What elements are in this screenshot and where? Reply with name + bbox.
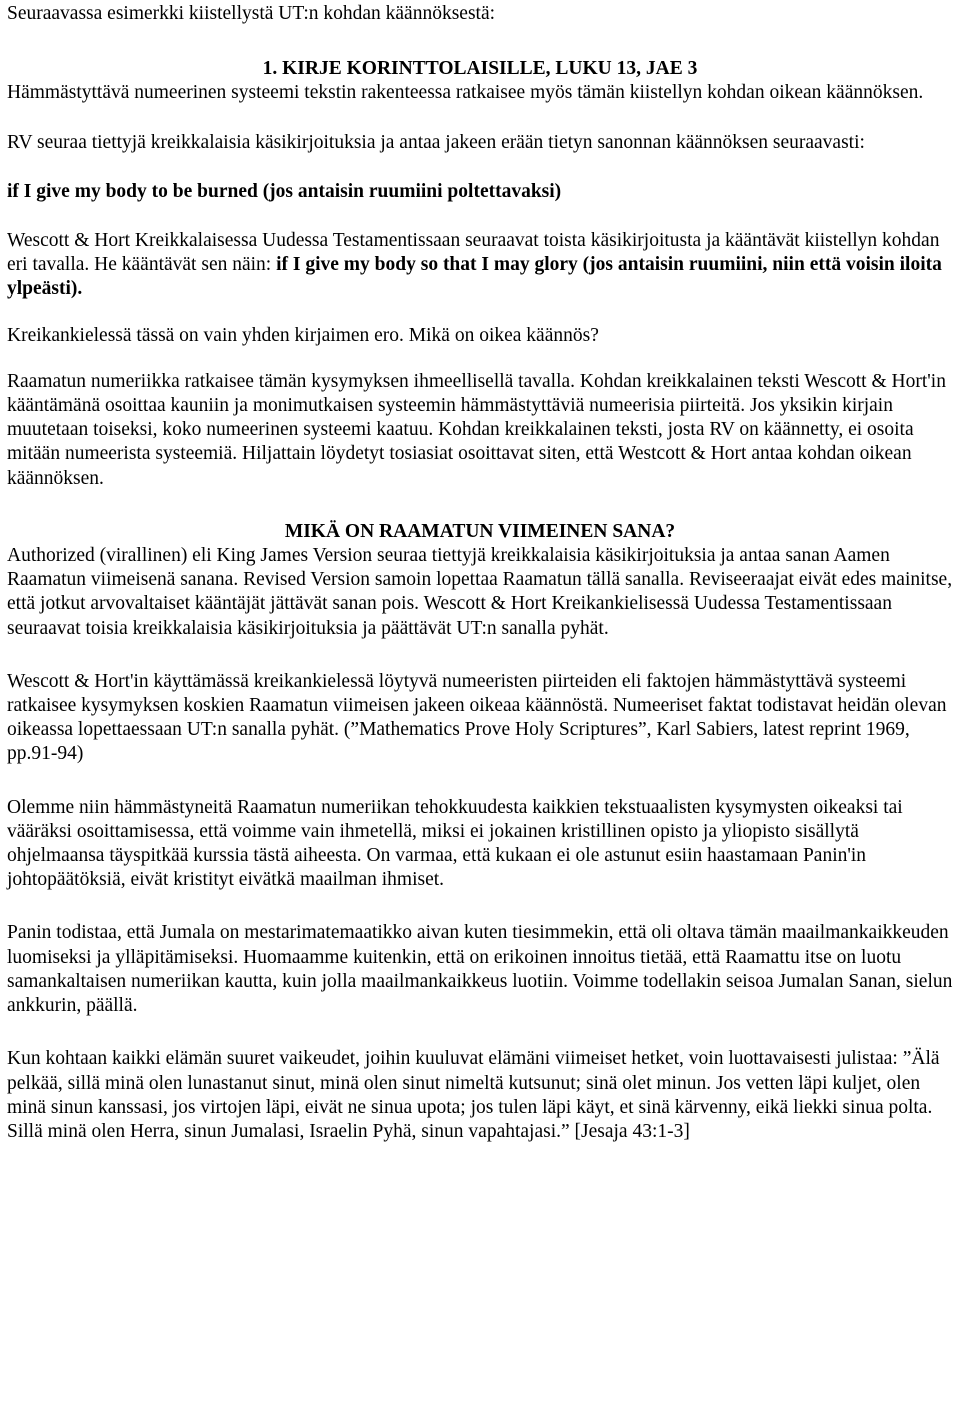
paragraph-amazement: Olemme niin hämmästyneitä Raamatun numeriikan tehokkuudesta kaikkien tekstuaalisten kysymysten oikeaksi tai vääräksi osoittamisessa, että voimme vain ihmetellä, miksi ei jokainen kristillinen opisto ja yliopisto sisällytä ohjelmaansa täyspitkää kurssia tästä aiheesta. On varmaa, että kukaan ei ole astunut esiin haastamaan Panin'in johtopäätöksiä, eivät kristityt eivätkä maailman ihmiset. [7,796,903,891]
paragraph-isaiah-quote: Kun kohtaan kaikki elämän suuret vaikeudet, joihin kuuluvat elämäni viimeiset hetket, voin luottavaisesti julistaa: ”Älä pelkää, sillä minä olen lunastanut sinut, minä olen sinut nimeltä kutsunut; sinä olet minun. Jos vetten läpi kuljet, olen minä sinun kanssasi, jos virtojen läpi, eivät ne sinua upota; jos tulen läpi käyt, et sinä kärvenny, eikä liekki sinua polta. Sillä minä olen Herra, sinun Jumalasi, Israelin Pyhä, sinun vapahtajasi.” [Jesaja 43:1-3] [7,1048,940,1142]
intro-text: Seuraavassa esimerkki kiistellystä UT:n kohdan käännöksestä: [7,3,496,24]
paragraph-panin-proves: Panin todistaa, että Jumala on mestarimatemaatikko aivan kuten tiesimmekin, että oli oltava tämän maailmankaikkeuden luomiseksi ja ylläpitämiseksi. Huomaamme kuitenkin, että on erikoinen innoitus tietää, että Raamattu itse on luotu samankaltaisen numeriikan kautta, kuin jolla maailmankaikkeus luotiin. Voimme todellakin seisoa Jumalan Sanan, sielun ankkurin, päällä. [7,922,953,1017]
paragraph-numeric-facts: Wescott & Hort'in käyttämässä kreikankielessä löytyvä numeeristen piirteiden eli faktojen hämmästyttävä systeemi ratkaisee kysymyksen koskien Raamatun viimeisen jakeen oikeaa käännöstä. Numeeriset faktat todistavat heidän olevan oikeassa lopettaessaan UT:n sanalla pyhät. (”Mathematics Prove Holy Scriptures”, Karl Sabiers, latest reprint 1969, pp.91-94) [7,670,947,765]
paragraph-authorized-version: Authorized (virallinen) eli King James Version seuraa tiettyjä kreikkalaisia käsikirjoituksia ja antaa sanan Aamen Raamatun viimeisenä sanana. Revised Version samoin lopettaa Raamatun tällä sanalla. Reviseeraajat eivät edes mainitse, että jotkut arvovaltaiset kääntäjät jättävät sanan pois. Wescott & Hort Kreikankielisessä Uudessa Testamentissaan seuraavat toisia kreikkalaisia käsikirjoituksia ja päättävät UT:n sanalla pyhät. [7,545,953,639]
paragraph-question: Kreikankielessä tässä on vain yhden kirjaimen ero. Mikä on oikea käännös? [7,324,599,346]
quote-burned: if I give my body to be burned (jos antaisin ruumiini poltettavaksi) [7,180,562,202]
paragraph-numerics-solution: Raamatun numeriikka ratkaisee tämän kysymyksen ihmeellisellä tavalla. Kohdan kreikkalainen teksti Wescott & Hort'in kääntämänä osoittaa kauniin ja monimutkaisen systeemin hämmästyttäviä numeerisia piirteitä. Jos yksikin kirjain muutetaan toiseksi, koko numeerinen systeemi kaatuu. Kohdan kreikkalainen teksti, josta RV on käännetty, ei osoita mitään numeerista systeemiä. Hiljattain löydetyt tosiasiat osoittavat siten, että Westcott & Hort antaa kohdan oikean käännöksen. [7,370,946,489]
section-heading-last-word: MIKÄ ON RAAMATUN VIIMEINEN SANA? [284,520,676,542]
paragraph-wescott-hort [7,229,953,302]
quote-glory: if I give my body so that I may glory (jos antaisin ruumiini, niin että voisin iloita ylpeästi). [7,254,942,300]
paragraph-intro-numeric: Hämmästyttävä numeerinen systeemi tekstin rakenteessa ratkaisee myös tämän kiistellyn kohdan oikean käännöksen. [7,82,924,104]
section-heading-corinthians: 1. KIRJE KORINTTOLAISILLE, LUKU 13, JAE 3 [262,58,698,80]
paragraph-rv-translation: RV seuraa tiettyjä kreikkalaisia käsikirjoituksia ja antaa jakeen erään tietyn sanonnan käännöksen seuraavasti: [7,131,865,153]
paragraph-wescott-hort-text: Wescott & Hort Kreikkalaisessa Uudessa Testamentissaan seuraavat toista käsikirjoitusta ja kääntävät kiistellyn kohdan eri tavalla. He kääntävät sen näin: [7,230,940,276]
document-page [0,2,960,1144]
